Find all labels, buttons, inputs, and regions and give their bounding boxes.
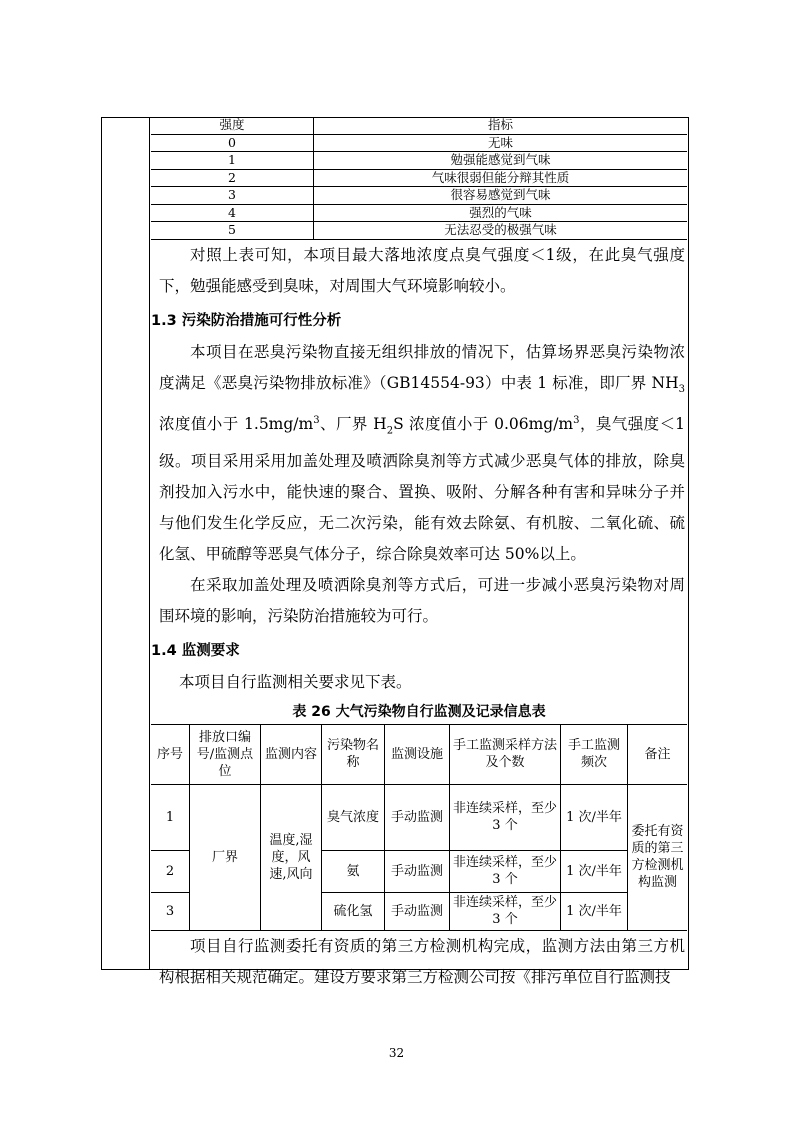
intensity-cell: 5 [151,222,314,240]
header-cell: 强度 [151,117,314,134]
indicator-cell: 强烈的气味 [314,204,688,222]
indicator-cell: 很容易感觉到气味 [314,187,688,205]
intensity-cell: 3 [151,187,314,205]
content-area [149,117,689,993]
paragraph-odor-conclusion: 对照上表可知，本项目最大落地浓度点臭气强度＜1级，在此臭气强度下，勉强能感受到臭味，对周围大气环境影响较小。 [159,245,685,295]
remark-cell: 委托有资质的第三方检测机构监测 [628,784,688,930]
frequency-cell: 1 次/半年 [561,784,628,850]
table-row [151,187,687,205]
row-number-cell: 2 [151,850,190,892]
header-cell: 排放口编号/监测点位 [190,724,261,784]
method-cell: 非连续采样，至少 3 个 [450,784,561,850]
method-cell: 非连续采样，至少 3 个 [450,892,561,930]
facility-cell: 手动监测 [385,850,450,892]
frequency-cell: 1 次/半年 [561,892,628,930]
paragraph-feasibility: 本项目在恶臭污染物直接无组织排放的情况下，估算场界恶臭污染物浓度满足《恶臭污染物排放标准》（GB14554-93）中表 1 标准，即厂界 $NH_3$浓度值小于 $1.5mg/m^3$、厂界 $H_2S$ 浓度值小于 $0.06mg/m^3$，臭气强度＜1 级。项目采用采用加盖处理及喷洒除臭剂等方式减少恶臭气体的排放，除臭剂投加入污水中，能快速的聚合、置换、吸附、分解各种有害和异味分子并与他们发生化学反应，无二次污染，能有效去除氨、有机胺、二氧化硫、硫化氢、甲硫醇等恶臭气体分子，综合除臭效率可达 50%以上。 [159,342,685,563]
indicator-cell: 气味很弱但能分辩其性质 [314,169,688,187]
paragraph-monitoring-intro: 本项目自行监测相关要求见下表。 [179,672,412,691]
header-cell: 手工监测频次 [561,724,628,784]
pollutant-cell: 臭气浓度 [322,784,385,850]
paragraph-monitoring-method: 项目自行监测委托有资质的第三方检测机构完成，监测方法由第三方机构根据相关规范确定。建设方要求第三方检测公司按《排污单位自行监测技 [159,936,685,986]
section-heading-1-4: 1.4 监测要求 [151,642,240,659]
table-row [151,152,687,170]
table-row [151,204,687,222]
table-row [151,134,687,152]
monitoring-table [151,724,687,931]
table-row [151,169,687,187]
header-cell: 序号 [151,724,190,784]
header-cell: 备注 [628,724,688,784]
intensity-cell: 0 [151,134,314,152]
facility-cell: 手动监测 [385,892,450,930]
pollutant-cell: 硫化氢 [322,892,385,930]
indicator-cell: 无法忍受的极强气味 [314,222,688,240]
table-row [151,222,687,240]
indicator-cell: 勉强能感觉到气味 [314,152,688,170]
page-number: 32 [388,1046,405,1060]
intensity-cell: 4 [151,204,314,222]
header-cell: 手工监测采样方法及个数 [450,724,561,784]
frequency-cell: 1 次/半年 [561,850,628,892]
table-header-row [151,117,687,134]
header-cell: 污染物名称 [322,724,385,784]
table-row [151,784,687,850]
table-caption: 表 26 大气污染物自行监测及记录信息表 [292,703,546,720]
intensity-cell: 1 [151,152,314,170]
method-cell: 非连续采样，至少 3 个 [450,850,561,892]
table-header-row [151,724,687,784]
intensity-cell: 2 [151,169,314,187]
indicator-cell: 无味 [314,134,688,152]
pollutant-cell: 氨 [322,850,385,892]
row-number-cell: 3 [151,892,190,930]
paragraph-measures: 在采取加盖处理及喷洒除臭剂等方式后，可进一步减小恶臭污染物对周围环境的影响，污染防治措施较为可行。 [159,575,685,625]
section-heading-1-3: 1.3 污染防治措施可行性分析 [151,312,342,329]
location-cell: 厂界 [190,784,261,930]
row-number-cell: 1 [151,784,190,850]
odor-intensity-table [151,117,687,240]
facility-cell: 手动监测 [385,784,450,850]
header-cell: 监测内容 [261,724,322,784]
header-cell: 指标 [314,117,688,134]
header-cell: 监测设施 [385,724,450,784]
content-cell: 温度,湿度，风速,风向 [261,784,322,930]
